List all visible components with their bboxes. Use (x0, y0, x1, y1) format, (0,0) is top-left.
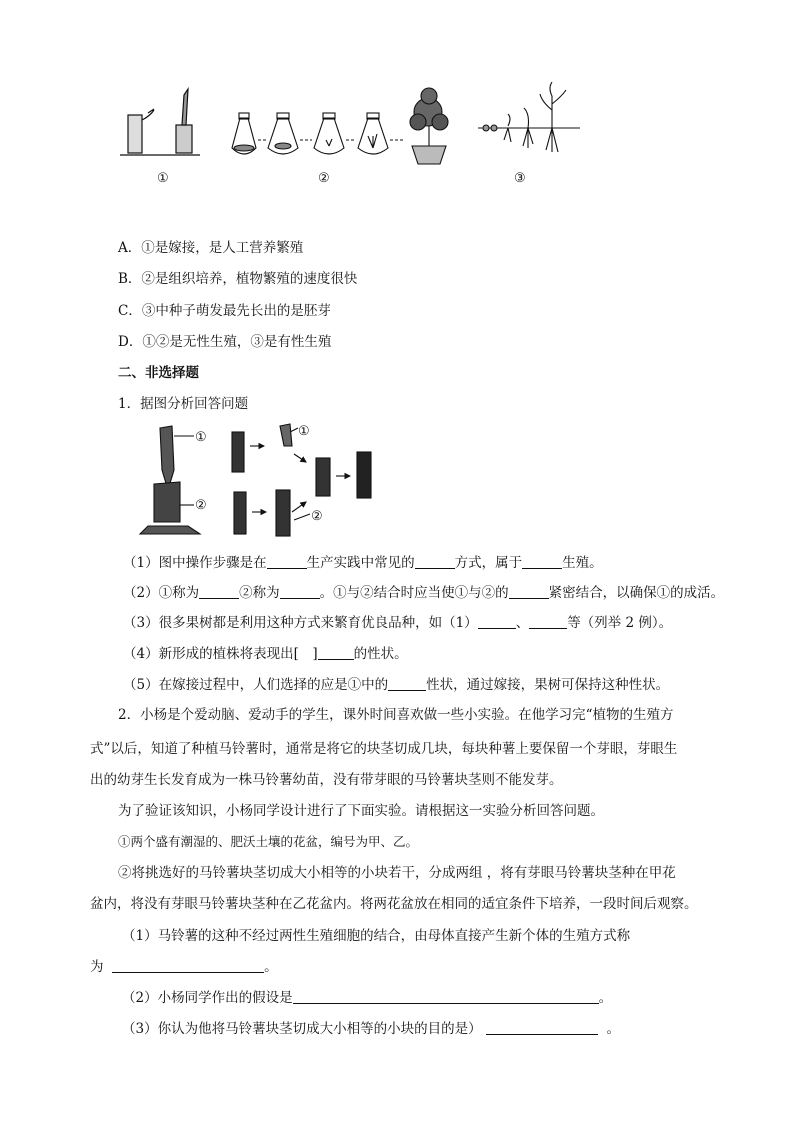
q1-p3-text-c: 等（列举 2 例）。 (567, 615, 673, 631)
figure1-label-2: ② (318, 171, 330, 186)
q2-s2-text-a: （2）小杨同学作出的假设是 (122, 990, 293, 1006)
answer-blank[interactable] (522, 554, 562, 569)
q2-s3-text-a: （3）你认为他将马铃薯块茎切成大小相等的小块的目的是） (122, 1021, 482, 1037)
option-a: A．①是嫁接，是人工营养繁殖 (118, 240, 304, 256)
q1-part3 (123, 614, 672, 632)
q1-p2-text-c: 。①与②结合时应当使①与②的 (319, 585, 509, 601)
q1-part1 (123, 554, 603, 572)
answer-blank[interactable] (415, 554, 455, 569)
q2-line2: 式”以后，知道了种植马铃薯时，通常是将它的块茎切成几块，每块种薯上要保留一个芽眼，芽眼生 (90, 741, 678, 757)
q2-line5: ①两个盛有潮湿的、肥沃土壤的花盆，编号为甲、乙。 (118, 834, 419, 849)
answer-blank[interactable] (509, 584, 549, 599)
q1-p1-text-a: （1）图中操作步骤是在 (123, 555, 267, 571)
q1-p3-text-b: 、 (515, 615, 530, 631)
answer-blank[interactable] (293, 989, 599, 1004)
q1-p1-text-d: 生殖。 (562, 555, 603, 571)
section-title: 二、非选择题 (118, 365, 199, 381)
answer-blank[interactable] (267, 554, 307, 569)
answer-blank[interactable] (478, 614, 516, 629)
q1-p1-text-c: 方式，属于 (454, 555, 523, 571)
q1-p5-text-b: 性状，通过嫁接，果树可保持这种性状。 (426, 677, 670, 693)
figure1-label-3: ③ (514, 171, 526, 186)
q1-part4 (123, 645, 408, 663)
q1-p5-text-a: （5）在嫁接过程中，人们选择的应是①中的 (123, 677, 389, 693)
q2-sub1-line2 (90, 958, 278, 976)
q2-line1: 2．小杨是个爱动脑、爱动手的学生，课外时间喜欢做一些小实验。在他学习完“植物的生殖方 (118, 707, 674, 723)
q1-part5 (123, 676, 669, 694)
option-b: B．②是组织培养，植物繁殖的速度很快 (118, 271, 358, 287)
q2-s1-text-b: 为 (90, 959, 104, 975)
q1-p1-text-b: 生产实践中常见的 (306, 555, 415, 571)
q1-p2-text-b: ②称为 (239, 585, 280, 601)
q1-p4-text-b: 的性状。 (353, 646, 408, 662)
q2-line3: 出的幼芽生长发育成为一株马铃薯幼苗，没有带芽眼的马铃薯块茎则不能发芽。 (90, 772, 563, 788)
q1-p2-text-a: （2）①称为 (123, 585, 200, 601)
answer-blank[interactable] (112, 958, 264, 973)
figure2-label-stock: ② (195, 498, 207, 513)
option-d: D．①②是无性生殖，③是有性生殖 (118, 334, 332, 350)
answer-blank[interactable] (318, 645, 354, 660)
q2-line6: ②将挑选好的马铃薯块茎切成大小相等的小块若干，分成两组 ，将有芽眼马铃薯块茎种在甲花 (118, 865, 676, 881)
option-c: C．③中种子萌发最先长出的是胚芽 (118, 303, 331, 319)
answer-blank[interactable] (529, 614, 567, 629)
answer-blank[interactable] (280, 584, 320, 599)
q2-s1-text-c: 。 (264, 959, 278, 975)
figure2-label-stock-2: ② (311, 509, 323, 524)
figure2-label-scion: ① (195, 430, 207, 445)
q2-s2-text-b: 。 (598, 990, 613, 1006)
q1-p2-text-d: 紧密结合，以确保①的成活。 (548, 585, 725, 601)
q2-line7: 盆内，将没有芽眼马铃薯块茎种在乙花盆内。将两花盆放在相同的适宜条件下培养，一段时间后观察。 (90, 896, 698, 912)
answer-blank[interactable] (388, 676, 426, 691)
q1-part2 (123, 584, 724, 602)
figure1-label-1: ① (157, 171, 169, 186)
answer-blank[interactable] (199, 584, 239, 599)
q1-title: 1．据图分析回答问题 (118, 396, 249, 412)
q2-sub1-line1: （1）马铃薯的这种不经过两性生殖细胞的结合，由母体直接产生新个体的生殖方式称 (122, 928, 631, 944)
answer-blank[interactable] (486, 1020, 598, 1035)
q2-s3-text-b: 。 (606, 1021, 620, 1037)
q1-p4-text-a: （4）新形成的植株将表现出[ ] (123, 646, 318, 662)
q2-sub3 (122, 1020, 620, 1038)
q2-line4: 为了验证该知识，小杨同学设计进行了下面实验。请根据这一实验分析回答问题。 (118, 803, 604, 819)
q1-p3-text-a: （3）很多果树都是利用这种方式来繁育优良品种，如（1） (123, 615, 478, 631)
figure2-label-scion-2: ① (298, 424, 310, 439)
q2-sub2 (122, 989, 612, 1007)
